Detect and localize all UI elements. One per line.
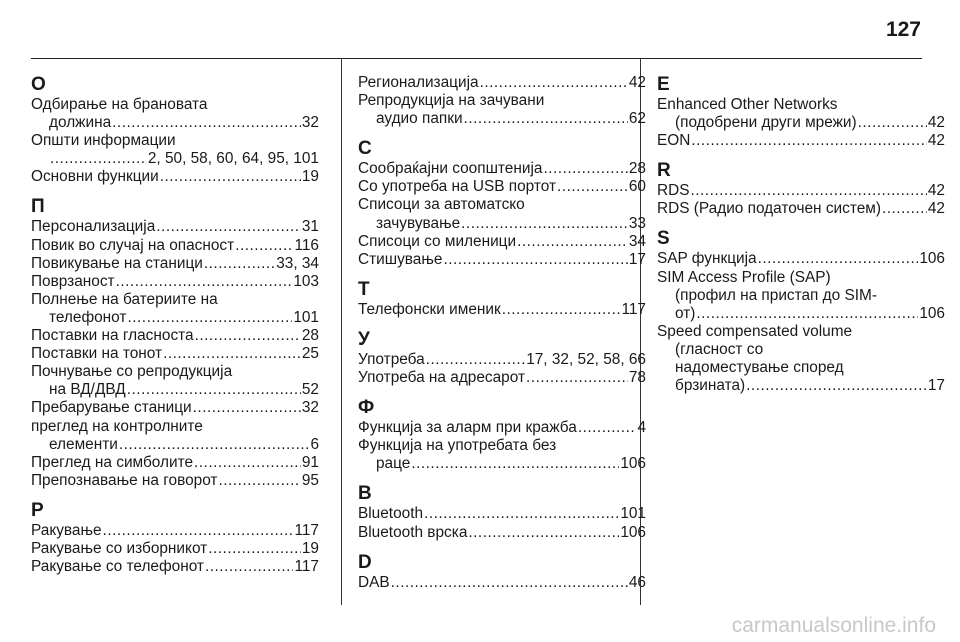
entry-text: (профил на пристап до SIM-: [675, 286, 877, 304]
entry-text: Повик во случај на опасност: [31, 236, 235, 254]
watermark: carmanualsonline.info: [731, 614, 936, 637]
index-entry-line: [358, 455, 646, 473]
leader-dots: [112, 114, 301, 132]
entry-text: Speed compensated volume: [657, 322, 853, 340]
entry-text: надоместување според: [675, 359, 844, 377]
index-entry-line: [31, 381, 319, 399]
index-entry: [31, 345, 319, 363]
leader-dots: [468, 524, 619, 542]
index-entry-line: [358, 505, 646, 523]
section-letter: D: [358, 551, 372, 573]
entry-text: (гласност со: [675, 340, 764, 358]
entry-text: Полнење на батериите на: [31, 290, 218, 308]
index-entry: [657, 250, 945, 268]
index-column-1: [31, 74, 319, 576]
index-entry: [31, 363, 319, 399]
entry-text: DAB: [358, 573, 390, 591]
entry-text: Употреба: [358, 350, 425, 368]
index-entry-line: [31, 132, 319, 150]
entry-text: елементи: [49, 435, 118, 453]
entry-text: Регионализација: [358, 74, 479, 91]
leader-dots: [424, 505, 619, 523]
page-reference: 42: [927, 182, 945, 200]
leader-dots: [691, 132, 927, 150]
entry-text: от): [675, 304, 696, 322]
leader-dots: [411, 455, 619, 473]
index-entry-line: [657, 359, 945, 377]
index-entry-line: [358, 110, 646, 128]
index-entry: [31, 218, 319, 236]
leader-dots: [758, 250, 919, 268]
header-rule: [31, 58, 922, 59]
index-entry-line: [657, 182, 945, 200]
index-entry-line: [31, 218, 319, 236]
page-reference: 4: [637, 419, 646, 437]
index-entry: [358, 92, 646, 128]
section-letter: У: [358, 328, 370, 350]
index-entry-line: [31, 558, 319, 576]
entry-text: Употреба на адресарот: [358, 369, 526, 387]
page-reference: 42: [927, 114, 945, 132]
index-entry-line: [31, 273, 319, 291]
index-entry-line: [657, 377, 945, 395]
index-entry: [358, 419, 646, 437]
index-column-2: [358, 74, 646, 592]
index-entry-line: [31, 327, 319, 345]
index-entry: [358, 251, 646, 269]
leader-dots: [578, 419, 637, 437]
index-entry: [358, 351, 646, 369]
leader-dots: [116, 273, 293, 291]
page-reference: 2, 50, 58, 60, 64, 95, 101: [147, 150, 319, 168]
entry-text: Почнување со репродукција: [31, 363, 233, 381]
index-entry: [358, 233, 646, 251]
page-reference: 33, 34: [276, 254, 319, 272]
leader-dots: [205, 558, 293, 576]
index-entry: [31, 418, 319, 454]
page-reference: 34: [628, 232, 646, 250]
index-entry: [358, 574, 646, 592]
index-entry-line: [31, 472, 319, 490]
entry-text: Со употреба на USB портот: [358, 178, 557, 196]
entry-text: Enhanced Other Networks: [657, 96, 838, 113]
entry-text: Ракување со телефонот: [31, 558, 204, 576]
page-reference: 91: [301, 453, 319, 471]
entry-text: Пребарување станици: [31, 399, 192, 417]
page-reference: 25: [301, 345, 319, 363]
index-entry: [31, 168, 319, 186]
index-entry-line: [31, 255, 319, 273]
page-reference: 106: [919, 250, 945, 268]
page-reference: 42: [927, 200, 945, 218]
page-reference: 6: [310, 435, 319, 453]
entry-text: Функција на употребата без: [358, 437, 557, 455]
page-reference: 28: [301, 327, 319, 345]
leader-dots: [156, 218, 301, 236]
entry-text: преглед на контролните: [31, 417, 203, 435]
leader-dots: [127, 309, 292, 327]
page-reference: 33: [628, 214, 646, 232]
index-entry-line: [358, 301, 646, 319]
entry-text: зачувување: [376, 214, 461, 232]
page-reference: 101: [293, 308, 319, 326]
index-entry-line: [358, 251, 646, 269]
index-entry: [657, 200, 945, 218]
index-entry: [31, 522, 319, 540]
leader-dots: [50, 150, 147, 168]
page-reference: 106: [919, 304, 945, 322]
index-entry-line: [657, 305, 945, 323]
entry-text: на ВД/ДВД: [49, 381, 126, 399]
leader-dots: [218, 472, 300, 490]
leader-dots: [443, 251, 627, 269]
index-entry-line: [31, 237, 319, 255]
index-entry-line: [31, 522, 319, 540]
index-entry: [358, 505, 646, 523]
page-reference: 78: [628, 369, 646, 387]
entry-text: Персонализација: [31, 218, 156, 236]
leader-dots: [461, 215, 628, 233]
page-reference: 31: [301, 218, 319, 236]
section-letter: С: [358, 138, 372, 160]
leader-dots: [480, 74, 628, 92]
index-entry-line: [31, 540, 319, 558]
entry-text: Препознавање на говорот: [31, 471, 218, 489]
index-entry-line: [358, 233, 646, 251]
leader-dots: [235, 237, 293, 255]
index-entry: [31, 472, 319, 490]
entry-text: RDS (Радио податочен систем): [657, 200, 881, 218]
entry-text: Bluetooth: [358, 505, 424, 523]
leader-dots: [119, 436, 310, 454]
page-reference: 17: [927, 377, 945, 395]
leader-dots: [103, 522, 294, 540]
index-entry-line: [657, 114, 945, 132]
entry-text: Функција за аларм при кражба: [358, 419, 577, 437]
entry-text: аудио папки: [376, 110, 463, 128]
index-entry: [31, 132, 319, 168]
index-entry-line: [358, 196, 646, 214]
page-reference: 19: [301, 539, 319, 557]
section-letter: Р: [31, 499, 44, 521]
leader-dots: [746, 377, 927, 395]
index-entry-line: [31, 399, 319, 417]
page-number: 127: [885, 18, 921, 41]
index-entry-line: [31, 345, 319, 363]
entry-text: RDS: [657, 182, 690, 200]
index-entry: [657, 96, 945, 132]
leader-dots: [208, 540, 301, 558]
index-entry-line: [31, 418, 319, 436]
leader-dots: [882, 200, 927, 218]
page-reference: 116: [294, 236, 319, 254]
page-reference: 60: [628, 178, 646, 196]
section-letter: П: [31, 196, 45, 218]
page-reference: 28: [628, 160, 646, 178]
entry-text: Одбирање на брановата: [31, 96, 208, 113]
section-letter: S: [657, 228, 670, 250]
index-entry-line: [358, 215, 646, 233]
entry-text: Телефонски именик: [358, 300, 501, 318]
index-entry-line: [31, 168, 319, 186]
index-entry-line: [31, 114, 319, 132]
leader-dots: [163, 345, 301, 363]
index-entry: [31, 540, 319, 558]
entry-text: брзината): [675, 377, 746, 395]
index-entry-line: [31, 150, 319, 168]
index-entry-line: [31, 436, 319, 454]
index-entry-line: [657, 269, 945, 287]
entry-text: Основни функции: [31, 168, 159, 186]
leader-dots: [557, 178, 628, 196]
page-reference: 106: [620, 523, 646, 541]
index-entry: [358, 437, 646, 473]
page-reference: 62: [628, 110, 646, 128]
index-entry-line: [358, 437, 646, 455]
leader-dots: [193, 399, 301, 417]
entry-text: Ракување: [31, 521, 102, 539]
index-entry-line: [358, 74, 646, 92]
index-entry-line: [657, 341, 945, 359]
leader-dots: [160, 168, 301, 186]
section-letter: R: [657, 160, 671, 182]
index-entry: [657, 132, 945, 150]
page-reference: 17, 32, 52, 58, 66: [526, 350, 646, 368]
entry-text: SIM Access Profile (SAP): [657, 268, 831, 286]
leader-dots: [195, 327, 301, 345]
index-entry-line: [31, 291, 319, 309]
entry-text: EON: [657, 132, 691, 150]
entry-text: Списоци за автоматско: [358, 196, 525, 214]
page-reference: 52: [301, 381, 319, 399]
index-entry-line: [358, 178, 646, 196]
leader-dots: [194, 454, 301, 472]
index-entry-line: [657, 323, 945, 341]
index-entry: [358, 524, 646, 542]
index-entry: [358, 74, 646, 92]
index-entry-line: [358, 92, 646, 110]
entry-text: Преглед на симболите: [31, 453, 193, 471]
page-reference: 46: [628, 573, 646, 591]
page-reference: 42: [927, 132, 945, 150]
entry-text: Списоци со миленици: [358, 232, 517, 250]
section-letter: О: [31, 74, 46, 95]
index-entry-line: [358, 574, 646, 592]
leader-dots: [517, 233, 628, 251]
page-reference: 95: [301, 471, 319, 489]
page-reference: 32: [301, 399, 319, 417]
index-entry-line: [657, 250, 945, 268]
index-entry: [31, 255, 319, 273]
index-entry: [358, 369, 646, 387]
leader-dots: [858, 114, 927, 132]
index-entry: [358, 160, 646, 178]
index-entry-line: [31, 96, 319, 114]
entry-text: Ракување со изборникот: [31, 539, 208, 557]
entry-text: Репродукција на зачувани: [358, 92, 545, 110]
index-entry-line: [358, 160, 646, 178]
entry-text: Стишување: [358, 250, 443, 268]
entry-text: (подобрени други мрежи): [675, 114, 857, 132]
section-letter: E: [657, 74, 670, 95]
page-reference: 117: [294, 558, 319, 576]
entry-text: Поставки на гласноста: [31, 327, 194, 345]
entry-text: SAP функција: [657, 250, 757, 268]
leader-dots: [204, 255, 275, 273]
index-entry: [31, 96, 319, 132]
entry-text: Општи информации: [31, 132, 176, 150]
leader-dots: [464, 110, 628, 128]
index-entry-line: [358, 524, 646, 542]
leader-dots: [691, 182, 927, 200]
page-reference: 101: [620, 505, 646, 523]
index-entry: [31, 454, 319, 472]
leader-dots: [526, 369, 628, 387]
entry-text: должина: [49, 114, 112, 132]
leader-dots: [426, 351, 526, 369]
index-entry: [657, 182, 945, 200]
index-entry-line: [657, 287, 945, 305]
index-entry-line: [31, 454, 319, 472]
index-entry: [358, 196, 646, 232]
index-entry: [31, 399, 319, 417]
page-reference: 117: [621, 300, 646, 318]
entry-text: Поставки на тонот: [31, 345, 163, 363]
index-entry-line: [358, 369, 646, 387]
entry-text: Повикување на станици: [31, 254, 203, 272]
entry-text: Bluetooth врска: [358, 523, 468, 541]
index-entry: [31, 327, 319, 345]
leader-dots: [127, 381, 301, 399]
index-entry: [31, 237, 319, 255]
index-entry: [358, 301, 646, 319]
index-column-3: [657, 74, 945, 395]
index-entry-line: [358, 351, 646, 369]
entry-text: Поврзаност: [31, 272, 115, 290]
leader-dots: [391, 574, 628, 592]
index-entry: [657, 269, 945, 323]
page-reference: 32: [301, 114, 319, 132]
index-entry-line: [657, 132, 945, 150]
leader-dots: [543, 160, 627, 178]
index-entry-line: [358, 419, 646, 437]
entry-text: Сообраќајни соопштенија: [358, 160, 543, 178]
index-entry: [657, 323, 945, 395]
page-reference: 19: [301, 168, 319, 186]
index-entry: [31, 558, 319, 576]
section-letter: B: [358, 483, 372, 505]
page-reference: 117: [294, 521, 319, 539]
index-entry: [31, 273, 319, 291]
leader-dots: [696, 305, 918, 323]
entry-text: телефонот: [49, 308, 127, 326]
index-entry-line: [31, 363, 319, 381]
section-letter: Т: [358, 278, 370, 300]
index-entry-line: [657, 96, 945, 114]
entry-text: раце: [376, 455, 411, 473]
column-divider-1: [341, 58, 342, 605]
section-letter: Ф: [358, 397, 375, 419]
index-entry: [31, 291, 319, 327]
page-reference: 103: [293, 272, 319, 290]
page-reference: 42: [628, 74, 646, 91]
index-entry-line: [31, 309, 319, 327]
leader-dots: [502, 301, 621, 319]
index-entry: [358, 178, 646, 196]
page-reference: 106: [620, 455, 646, 473]
index-entry-line: [657, 200, 945, 218]
page-reference: 17: [628, 250, 646, 268]
